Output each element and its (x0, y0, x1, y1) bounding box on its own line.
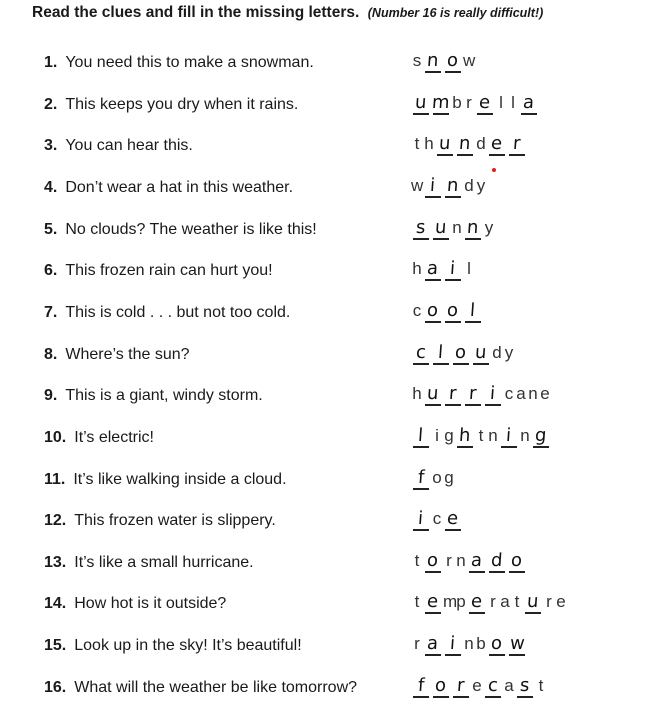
given-letter: p (456, 592, 466, 612)
filled-blank[interactable] (464, 381, 482, 407)
clue-row (0, 215, 663, 245)
handwritten-letter: e (446, 508, 460, 530)
clue-text (44, 346, 190, 364)
given-letter: r (414, 634, 420, 654)
given-letter: d (464, 175, 474, 195)
filled-blank[interactable] (424, 381, 442, 407)
filled-blank[interactable] (484, 673, 502, 699)
clue-row (0, 631, 663, 661)
filled-blank[interactable] (424, 631, 442, 657)
filled-blank[interactable] (508, 131, 526, 157)
title-line (32, 4, 543, 22)
filled-blank[interactable] (452, 340, 470, 366)
given-letter: t (538, 675, 544, 695)
given-letter: s (412, 51, 422, 70)
clue-row (0, 381, 663, 411)
clue-row (0, 173, 663, 203)
handwritten-letter: i (449, 258, 457, 280)
answer-word (411, 381, 551, 411)
handwritten-letter: w (508, 633, 526, 655)
handwritten-letter: o (446, 299, 460, 321)
filled-blank[interactable] (444, 381, 462, 407)
clue-row (0, 48, 663, 78)
handwritten-letter: o (510, 549, 524, 571)
given-letter: e (540, 384, 550, 404)
clue-number: 5. (44, 220, 58, 238)
handwritten-letter: m (431, 91, 451, 113)
handwritten-letter: o (490, 633, 504, 655)
handwritten-letter: i (449, 633, 457, 655)
clue-text (44, 137, 193, 155)
page-title: Read the clues and fill in the missing letters. (32, 4, 360, 21)
filled-blank[interactable] (488, 631, 506, 657)
handwritten-letter: o (426, 299, 440, 321)
given-letter: n (520, 425, 530, 445)
clue-row (0, 298, 663, 328)
filled-blank[interactable] (452, 673, 470, 699)
handwritten-letter: g (534, 424, 548, 446)
handwritten-letter: o (426, 549, 440, 571)
answer-word (411, 131, 527, 161)
given-letter: c (504, 384, 514, 404)
answer-word (411, 256, 475, 286)
given-letter: e (472, 675, 482, 695)
given-letter: c (412, 300, 422, 320)
clue-sentence: It’s like a small hurricane. (74, 553, 254, 571)
title-note: (Number 16 is really difficult!) (367, 6, 544, 20)
filled-blank[interactable] (424, 173, 442, 199)
answer-word (411, 90, 539, 120)
clue-number: 8. (44, 345, 58, 363)
clue-row (0, 506, 663, 536)
clue-sentence: You need this to make a snowman. (65, 54, 314, 71)
clue-number: 13. (44, 553, 67, 571)
filled-blank[interactable] (472, 340, 490, 366)
handwritten-letter: u (434, 216, 448, 238)
handwritten-letter: l (437, 341, 445, 363)
handwritten-letter: a (426, 633, 440, 655)
handwritten-letter: i (505, 424, 513, 446)
handwritten-letter: n (426, 50, 440, 71)
clue-sentence: No clouds? The weather is like this! (65, 220, 317, 238)
given-letter: b (476, 634, 486, 654)
given-letter: i (435, 425, 439, 445)
filled-blank[interactable] (424, 256, 442, 282)
handwritten-letter: s (415, 216, 427, 238)
answer-word (411, 589, 567, 619)
filled-blank[interactable] (412, 465, 430, 491)
handwritten-letter: i (417, 508, 425, 530)
filled-blank[interactable] (456, 423, 474, 449)
filled-blank[interactable] (424, 298, 442, 324)
given-letter: a (504, 675, 514, 695)
filled-blank[interactable] (484, 381, 502, 407)
filled-blank[interactable] (500, 423, 518, 449)
answer-word (411, 298, 483, 328)
clue-sentence: Don’t wear a hat in this weather. (65, 178, 294, 196)
filled-blank[interactable] (432, 90, 450, 116)
clue-text (44, 679, 357, 697)
clue-sentence: How hot is it outside? (74, 595, 227, 613)
handwritten-letter: u (474, 341, 488, 363)
filled-blank[interactable] (432, 673, 450, 699)
handwritten-letter: c (487, 674, 499, 696)
given-letter: t (414, 550, 420, 570)
handwritten-letter: f (417, 674, 425, 696)
filled-blank[interactable] (464, 215, 482, 241)
clue-sentence: What will the weather be like tomorrow? (74, 678, 358, 696)
filled-blank[interactable] (424, 48, 442, 74)
clue-row (0, 589, 663, 619)
filled-blank[interactable] (468, 548, 486, 574)
filled-blank[interactable] (412, 90, 430, 116)
filled-blank[interactable] (412, 215, 430, 241)
filled-blank[interactable] (444, 506, 462, 532)
given-letter: h (412, 259, 422, 279)
handwritten-letter: l (469, 299, 477, 321)
clue-row (0, 340, 663, 370)
clue-number: 15. (44, 637, 67, 655)
filled-blank[interactable] (464, 298, 482, 324)
clue-number: 14. (44, 595, 67, 613)
filled-blank[interactable] (444, 173, 462, 199)
given-letter: t (514, 592, 520, 612)
filled-blank[interactable] (444, 256, 462, 282)
clue-text (44, 595, 226, 613)
clue-sentence: You can hear this. (65, 137, 193, 155)
clue-text (44, 304, 290, 322)
filled-blank[interactable] (444, 631, 462, 657)
clue-sentence: Where’s the sun? (65, 345, 190, 363)
clue-number: 3. (44, 137, 58, 155)
given-letter: h (424, 134, 434, 154)
answer-word (411, 423, 551, 453)
given-letter: b (452, 92, 462, 112)
given-letter: r (446, 550, 452, 570)
handwritten-letter: e (490, 133, 504, 155)
clue-text (44, 262, 273, 280)
handwritten-letter: n (446, 174, 460, 196)
filled-blank[interactable] (508, 631, 526, 657)
handwritten-letter: r (456, 674, 466, 696)
clue-number: 6. (44, 262, 58, 280)
handwritten-letter: u (426, 383, 440, 405)
filled-blank[interactable] (412, 506, 430, 532)
given-letter: t (414, 592, 420, 612)
clue-sentence: Look up in the sky! It’s beautiful! (74, 637, 302, 655)
given-letter: w (463, 51, 476, 70)
clue-row (0, 256, 663, 286)
given-letter: h (412, 384, 422, 404)
filled-blank[interactable] (520, 90, 538, 116)
filled-blank[interactable] (432, 215, 450, 241)
clue-number: 4. (44, 178, 58, 196)
clue-number: 7. (44, 303, 58, 321)
given-letter: l (511, 92, 515, 112)
answer-word (411, 673, 547, 703)
clue-sentence: This frozen rain can hurt you! (65, 262, 273, 280)
filled-blank[interactable] (488, 131, 506, 157)
answer-word (411, 465, 455, 495)
filled-blank[interactable] (476, 90, 494, 116)
handwritten-letter: o (446, 50, 460, 71)
handwritten-letter: f (417, 466, 425, 488)
clue-text (44, 429, 154, 447)
handwritten-letter: n (458, 133, 472, 155)
given-letter: g (444, 467, 454, 487)
clue-row (0, 548, 663, 578)
handwritten-letter: o (434, 674, 448, 696)
answer-word (411, 548, 527, 578)
answer-word (411, 215, 495, 245)
filled-blank[interactable] (412, 673, 430, 699)
clue-row (0, 465, 663, 495)
handwritten-letter: e (426, 591, 440, 613)
filled-blank[interactable] (412, 340, 430, 366)
given-letter: r (546, 592, 552, 612)
given-letter: y (484, 217, 494, 237)
given-letter: g (444, 425, 454, 445)
answer-word (411, 506, 463, 536)
given-letter: n (452, 217, 462, 237)
clue-text (44, 179, 293, 197)
given-letter: d (476, 134, 486, 154)
answer-word (411, 631, 527, 661)
clue-row (0, 131, 663, 161)
handwritten-letter: o (454, 341, 468, 363)
clue-number: 1. (44, 54, 58, 71)
handwritten-letter: l (417, 424, 425, 446)
handwritten-letter: h (458, 424, 472, 446)
clue-number: 9. (44, 387, 58, 405)
handwritten-letter: e (470, 591, 484, 613)
given-letter: n (464, 634, 474, 654)
given-letter: t (414, 134, 420, 154)
given-letter: m (443, 592, 458, 612)
clue-text (44, 512, 276, 530)
filled-blank[interactable] (516, 673, 534, 699)
answer-word (411, 340, 515, 370)
given-letter: d (492, 342, 502, 362)
clue-text (44, 554, 254, 572)
handwritten-letter: r (512, 133, 522, 155)
clue-number: 12. (44, 512, 67, 530)
clue-text (44, 221, 317, 239)
filled-blank[interactable] (424, 589, 442, 615)
clue-row (0, 90, 663, 120)
clue-text (44, 471, 287, 489)
handwritten-letter: r (448, 383, 458, 405)
handwritten-letter: d (490, 549, 504, 571)
clue-text (44, 637, 302, 655)
given-letter: n (488, 425, 498, 445)
filled-blank[interactable] (524, 589, 542, 615)
filled-blank[interactable] (432, 340, 450, 366)
filled-blank[interactable] (424, 548, 442, 574)
clue-number: 10. (44, 428, 67, 446)
clue-sentence: This is cold . . . but not too cold. (65, 303, 291, 321)
given-letter: a (500, 592, 510, 612)
clue-text (44, 387, 263, 405)
handwritten-letter: u (414, 91, 428, 113)
handwritten-letter: a (522, 91, 536, 113)
filled-blank[interactable] (444, 298, 462, 324)
filled-blank[interactable] (508, 548, 526, 574)
given-letter: t (478, 425, 484, 445)
given-letter: c (432, 509, 442, 529)
clue-sentence: It’s electric! (74, 428, 154, 446)
clue-row (0, 673, 663, 703)
given-letter: r (490, 592, 496, 612)
clue-text (44, 54, 314, 72)
clue-text (44, 96, 298, 114)
given-letter: l (499, 92, 503, 112)
filled-blank[interactable] (456, 131, 474, 157)
handwritten-letter: i (489, 383, 497, 405)
given-letter: y (504, 342, 514, 362)
given-letter: e (556, 592, 566, 612)
given-letter: y (476, 175, 486, 195)
filled-blank[interactable] (488, 548, 506, 574)
clue-sentence: This keeps you dry when it rains. (65, 95, 299, 113)
red-ink-dot (492, 168, 496, 172)
given-letter: r (466, 92, 472, 112)
handwritten-letter: c (415, 341, 427, 363)
answer-word (411, 173, 487, 203)
given-letter: l (467, 259, 471, 279)
clue-sentence: This frozen water is slippery. (74, 512, 276, 530)
handwritten-letter: a (426, 258, 440, 280)
answer-word (411, 48, 475, 78)
filled-blank[interactable] (436, 131, 454, 157)
clue-sentence: It’s like walking inside a cloud. (73, 470, 287, 488)
clue-row (0, 423, 663, 453)
handwritten-letter: u (438, 133, 452, 155)
clue-sentence: This is a giant, windy storm. (65, 387, 263, 405)
filled-blank[interactable] (412, 423, 430, 449)
handwritten-letter: r (468, 383, 478, 405)
given-letter: o (432, 467, 442, 487)
filled-blank[interactable] (532, 423, 550, 449)
handwritten-letter: i (429, 174, 437, 196)
given-letter: n (456, 550, 466, 570)
handwritten-letter: e (478, 91, 492, 113)
given-letter: n (528, 384, 538, 404)
handwritten-letter: s (519, 674, 531, 696)
clue-number: 11. (44, 470, 66, 488)
filled-blank[interactable] (444, 48, 462, 74)
handwritten-letter: n (466, 216, 480, 238)
handwritten-letter: a (470, 549, 484, 571)
given-letter: a (516, 384, 526, 404)
filled-blank[interactable] (468, 589, 486, 615)
clue-number: 2. (44, 95, 58, 113)
handwritten-letter: u (526, 591, 540, 613)
clue-number: 16. (44, 678, 67, 696)
given-letter: w (411, 175, 424, 195)
